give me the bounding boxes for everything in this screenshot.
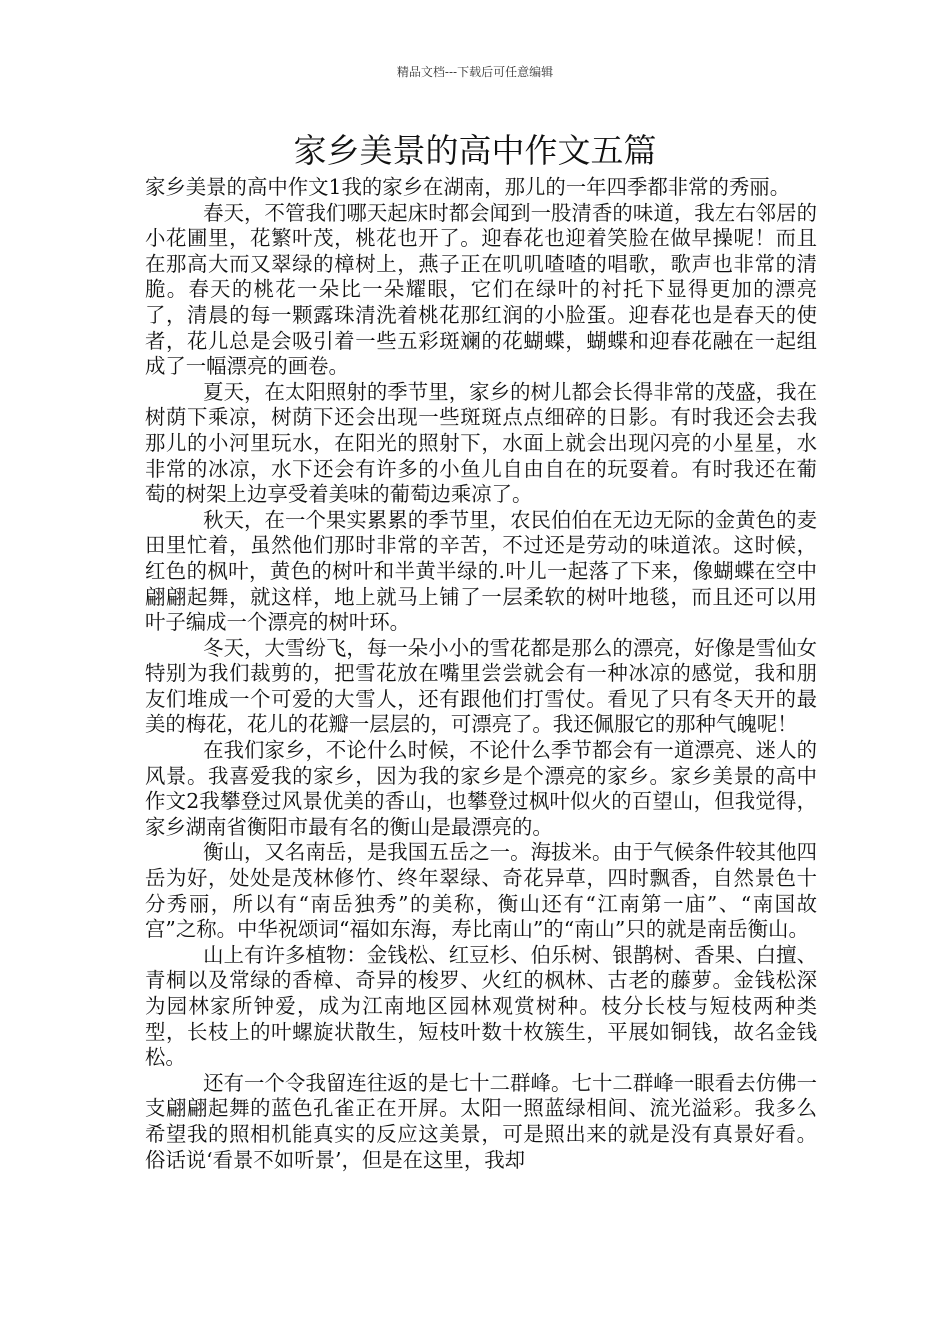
paragraph-intro: 家乡美景的高中作文1我的家乡在湖南，那儿的一年四季都非常的秀丽。 xyxy=(145,175,791,199)
paragraph-peaks: 还有一个令我留连往返的是七十二群峰。七十二群峰一眼看去仿佛一支翩翩起舞的蓝色孔雀正在开屏。太阳一照蓝绿相间、流光溢彩。我多么希望我的照相机能真实的反应这美景，可是照出来的就是没有真景好看。俗话说‘看景不如听景’，但是在这里，我却 xyxy=(145,1070,817,1172)
paragraph-plants: 山上有许多植物：金钱松、红豆杉、伯乐树、银鹊树、香果、白擅、青桐以及常绿的香樟、奇异的梭罗、火红的枫林、古老的藤萝。金钱松深为园林家所钟爱，成为江南地区园林观赏树种。枝分长枝与短枝两种类型，长枝上的叶螺旋状散生，短枝叶数十枚簇生，平展如铜钱，故名金钱松。 xyxy=(145,942,817,1070)
paragraph-hometown: 在我们家乡，不论什么时候，不论什么季节都会有一道漂亮、迷人的风景。我喜爱我的家乡，因为我的家乡是个漂亮的家乡。家乡美景的高中作文2我攀登过风景优美的香山，也攀登过枫叶似火的百望山，但我觉得，家乡湖南省衡阳市最有名的衡山是最漂亮的。 xyxy=(145,738,817,839)
paragraph-hengshan: 衡山，又名南岳，是我国五岳之一。海拔米。由于气候条件较其他四岳为好，处处是茂林修竹、终年翠绿、奇花异草，四时飘香，自然景色十分秀丽，所以有“南岳独秀”的美称，衡山还有“江南第一庙”、“南国故宫”之称。中华祝颂词“福如东海，寿比南山”的“南山”只的就是南岳衡山。 xyxy=(145,840,817,942)
paragraph-spring: 春天，不管我们哪天起床时都会闻到一股清香的味道，我左右邻居的小花圃里，花繁叶茂，桃花也开了。迎春花也迎着笑脸在做早操呢！而且在那高大而又翠绿的樟树上，燕子正在叽叽喳喳的唱歌，歌声也非常的清脆。春天的桃花一朵比一朵耀眼，它们在绿叶的衬托下显得更加的漂亮了，清晨的每一颗露珠清洗着桃花那红润的小脸蛋。迎春花也是春天的使者，花儿总是会吸引着一些五彩斑斓的花蝴蝶，蝴蝶和迎春花融在一起组成了一幅漂亮的画卷。 xyxy=(145,200,817,379)
paragraph-winter: 冬天，大雪纷飞，每一朵小小的雪花都是那么的漂亮，好像是雪仙女特别为我们裁剪的，把雪花放在嘴里尝尝就会有一种冰凉的感觉，我和朋友们堆成一个可爱的大雪人，还有跟他们打雪仗。看见了只有冬天开的最美的梅花，花儿的花瓣一层层的，可漂亮了。我还佩服它的那种气魄呢！ xyxy=(145,635,817,737)
document-body xyxy=(145,175,817,1173)
document-title: 家乡美景的高中作文五篇 xyxy=(293,131,657,170)
page-header: 精品文档---下载后可任意编辑 xyxy=(396,65,554,79)
paragraph-summer: 夏天，在太阳照射的季节里，家乡的树儿都会长得非常的茂盛，我在树荫下乘凉，树荫下还会出现一些斑斑点点细碎的日影。有时我还会去我那儿的小河里玩水，在阳光的照射下，水面上就会出现闪亮的小星星，水非常的冰凉，水下还会有许多的小鱼儿自由自在的玩耍着。有时我还在葡萄的树架上边享受着美味的葡萄边乘凉了。 xyxy=(145,379,817,507)
paragraph-autumn: 秋天，在一个果实累累的季节里，农民伯伯在无边无际的金黄色的麦田里忙着，虽然他们那时非常的辛苦，不过还是劳动的味道浓。这时候，红色的枫叶，黄色的树叶和半黄半绿的.叶儿一起落了下来，像蝴蝶在空中翩翩起舞，就这样，地上就马上铺了一层柔软的树叶地毯，而且还可以用叶子编成一个漂亮的树叶环。 xyxy=(145,507,817,635)
